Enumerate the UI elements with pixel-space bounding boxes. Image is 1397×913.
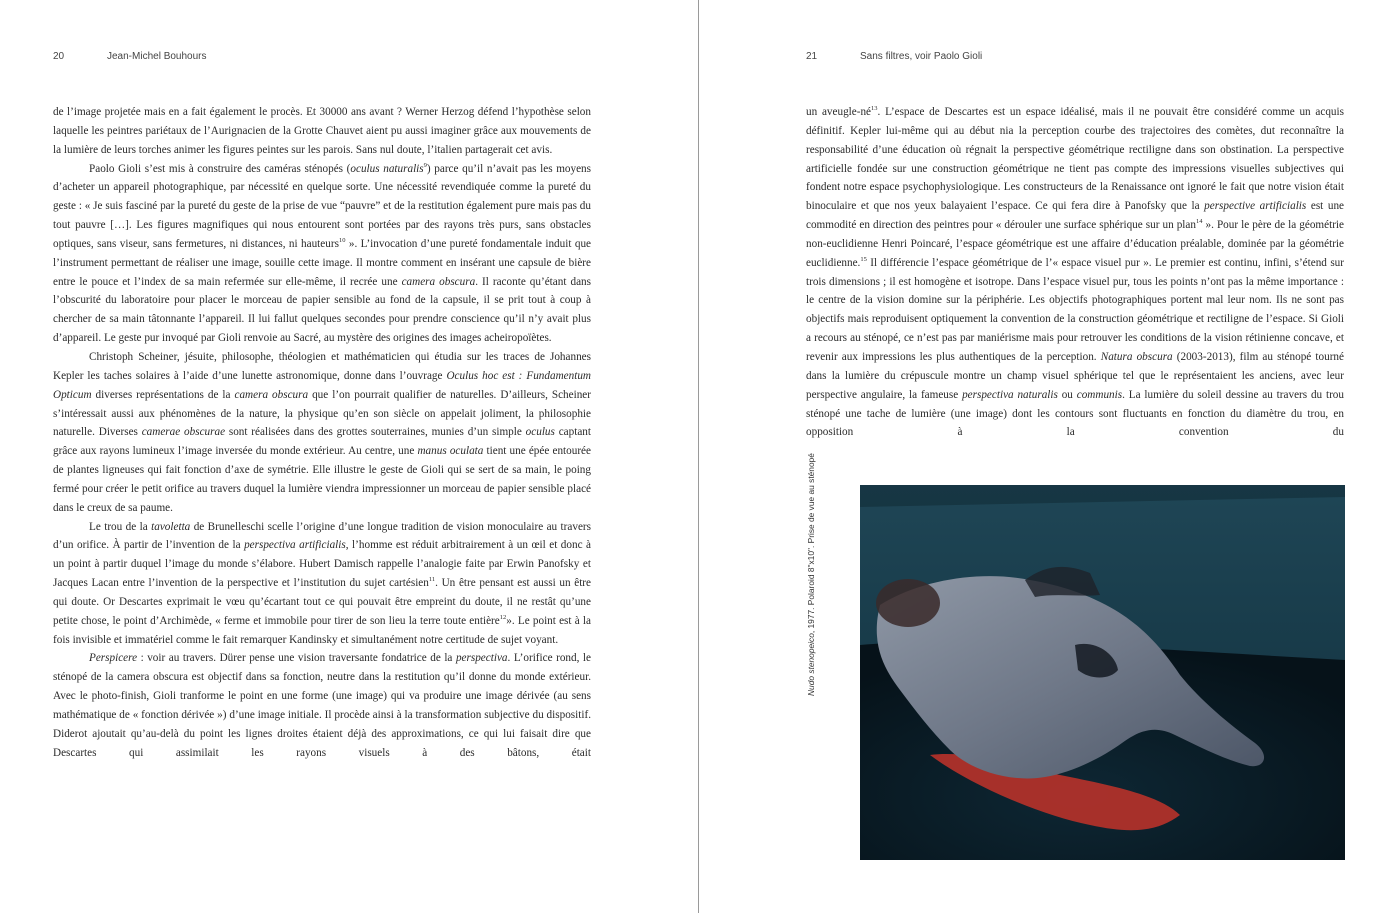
paragraph [53,649,591,762]
text-run: . Il raconte qu’étant dans l’obscurité du laboratoire pour placer le morceau de papier sensible au fond de la capsule, il se prit tout à coup à chercher de sa main tâtonnante l’appareil. Il lui fallut quelques secondes pour prendre conscience qu’il n’y avait plus d’appareil. Le geste pur invoqué par Gioli renvoie au Sacré, au mystère des origines des images acheiropoïètes. [53,275,591,345]
paragraph [53,160,591,348]
text-run: Paolo Gioli s’est mis à construire des caméras sténopés ( [89,162,351,175]
caption-details: , 1977. Polaroid 8"x10". Prise de vue au sténopé [806,453,816,634]
text-run: de Brunelleschi scelle l’origine d’une longue tradition de vision monoculaire au travers d’un orifice. À partir de l’invention de la [53,520,591,552]
text-run: : voir au travers. Dürer pense une vision traversante fondatrice de la [137,652,456,665]
text-run: Il différencie l’espace géométrique de l’« espace visuel pur ». Le premier est continu, infini, s’étend sur trois dimensions ; il est homogène et isotrope. Dans l’espace visuel pur, tous les points n’ont pas la même importance : le centre de la vision domine sur la périphérie. Les objectifs photographiques portent mal leur nom. Ils ne sont pas objectifs mais reproduisent optiquement la convention de la construction géométrique et rectiligne de l’espace. Si Gioli a recours au sténopé, ce n’est pas par maniérisme mais pour retrouver les conditions de la vision rétinienne concave, et revenir aux impressions les plus authentiques de la perception. [806,256,1344,363]
italic-text: perspectiva naturalis [962,388,1058,401]
text-run: Christoph Scheiner, jésuite, philosophe, théologien et mathématicien qui étudia sur les traces de Johannes Kepler les taches solaires à l’aide d’une lunette astronomique, donne dans l’ouvrage [53,350,591,382]
left-body-text [53,103,591,763]
text-run: ». Le point est à la fois invisible et immatériel comme le fait remarquer Kandinsky et simultanément notre certitude de sujet voyant. [53,614,591,646]
figure-photo [860,485,1345,860]
italic-text: perspectiva artificialis [244,539,346,552]
italic-text: Perspicere [89,652,138,665]
text-run: un aveugle-né [806,106,872,118]
text-run: diverses représentations de la [91,388,235,401]
text-run: . Un être pensant est aussi un être qui doute. Or Descartes exprimait le vœu qu’écartant tout ce qui pouvait être empreint du doute, il ne restât qu’une petite chose, le point d’Archimède, « ferme et immobile pour tirer de son lieu la terre toute entière [53,577,591,627]
left-page-number: 20 [53,51,65,62]
text-run: de l’image projetée mais en a fait également le procès. Et 30000 ans avant ? Werner Herzog défend l’hypothèse selon laquelle les peintres pariétaux de l’Aurignacien de la Grotte Chauvet aient pu aussi imaginer grâce aux mouvements de la lumière de leurs torches animer les figures peintes sur les parois. Sans nul doute, l’italien partagerait cet avis. [53,106,591,156]
footnote-ref: 12 [499,613,507,621]
text-run: est une commodité en direction des peintres pour « dérouler une surface sphérique sur un plan [806,200,1345,232]
footnote-ref: 11 [428,576,436,584]
footnote-ref: 14 [1195,218,1203,226]
right-page [700,0,1397,913]
left-running-head: Jean-Michel Bouhours [107,51,207,62]
caption-title: Nudo stenopeico [806,633,816,696]
right-running-head: Sans filtres, voir Paolo Gioli [860,51,983,62]
italic-text: perspective artificialis [1204,200,1307,213]
text-run: . L’espace de Descartes est un espace idéalisé, mais il ne pouvait être considéré comme un acquis définitif. Kepler lui-même qui au début nia la perception courbe des trajectoires des comètes, dut reconnaître la responsabilité d’une éducation où régnait la perspective géométrique rectiligne dans son obstination. La perspective artificielle fondée sur une construction géométrique ne tient pas compte des impressions visuelles subjectives qui fondent notre espace psychophysiologique. Les constructeurs de la Renaissance ont ignoré le fait que notre vision était binoculaire et que nos yeux balayaient l’espace. Ce qui fera dire à Panofsky que la [806,106,1344,213]
text-run: Le trou de la [89,520,152,533]
page-gutter [698,0,699,913]
italic-text: Natura obscura [1100,350,1173,363]
text-run: , l’homme est réduit arbitrairement à un œil et donc à un point à partir duquel l’image du monde s’élabore. Hubert Damisch rappelle l’analogie faite par Erwin Panofsky et Jacques Lacan entre l’invention de la perspective et l’institution du sujet cartésien [53,539,592,590]
text-run: ». L’invocation d’une pureté fondamentale induit que l’instrument permettant de réaliser une image, souille cette image. Il montre comment en insérant une capsule de bière entre le pouce et l’index de sa main refermée sur elle-même, il recrée une [53,237,591,288]
text-run: sont réalisées dans des grottes souterraines, munies d’un simple [225,426,526,439]
italic-text: tavoletta [151,520,191,533]
footnote-ref: 15 [860,255,867,263]
text-run: (2003-2013), film au sténopé tourné dans la lumière du crépuscule montre un champ visuel sphérique tel que le représentaient les anciens, avec leur perspective angulaire, la fameuse [806,350,1344,401]
left-page [0,0,698,913]
paragraph [53,348,591,518]
italic-text: camera obscura [401,275,476,288]
italic-text: camera obscura [234,388,309,401]
text-run: ou [1057,388,1077,401]
italic-text: communis [1076,388,1123,401]
italic-text: camerae obscurae [141,426,226,439]
right-body-text [806,103,1344,442]
figure-caption [806,453,818,696]
paragraph [806,103,1344,442]
text-run: tient une épée entourée de plantes ligneuses qui fait fonction d’axe de symétrie. Elle illustre le geste de Gioli qui se sert de sa main, le poing fermé pour créer le petit orifice au travers duquel la lumière viendra impressionner un morceau de papier sensible placé dans le creux de sa paume. [53,445,591,514]
footnote-ref: 13 [871,105,878,112]
paragraph [53,103,591,160]
italic-text: manus oculata [417,445,484,458]
right-page-number: 21 [806,51,818,62]
footnote-ref: 10 [338,236,346,244]
italic-text: perspectiva [455,652,508,665]
text-run: ». Pour le père de la géométrie non-euclidienne Henri Poincaré, l’espace géométrique est une affaire d’éducation préalable, dominée par la géométrie euclidienne. [806,219,1344,269]
text-run: captant grâce aux rayons lumineux l’image inversée du monde extérieur. Au centre, une [53,426,591,458]
italic-text: Oculus hoc est : Fundamentum Opticum [53,369,592,401]
footnote-ref: 9 [423,161,427,169]
text-run: . L’orifice rond, le sténopé de la camera obscura est objectif dans sa fonction, neutre dans la restitution qu’il donne du monde extérieur. Avec le photo-finish, Gioli tranforme le point en une forme (une image) qui va produire une image dérivée (au sens mathématique de « fonction dérivée ») d’une image initiale. Il procède ainsi à la transformation subjective du dispositif. Diderot ajoutait qu’au-delà du point les lignes droites étaient déjà des approximations, ce qui lui faisait dire que Descartes qui assimilait les rayons visuels à des bâtons, était [53,652,591,759]
text-run: . La lumière du soleil dessine au travers du trou sténopé une tache de lumière (une image) dont les contours sont fluctuants en fonction du diamètre du trou, en opposition à la convention du [806,388,1344,439]
nude-photograph-illustration [860,485,1345,860]
paragraph [53,518,591,650]
italic-text: oculus naturalis [350,162,424,175]
italic-text: oculus [525,426,555,439]
text-run: ) parce qu’il n’avait pas les moyens d’acheter un appareil photographique, par nécessité en quelque sorte. Une nécessité revendiquée comme la pureté du geste : « Je suis fasciné par la pureté du geste de la prise de vue “pauvre” et de la restitution également pure mais pas du tout pauvre […]. Les figures magnifiques qui nous entourent sont portées par des rayons très purs, sans obstacles optiques, sans viseur, sans fermetures, ni distances, ni hauteurs [53,162,591,250]
text-run: que l’on pourrait qualifier de naturelles. D’ailleurs, Scheiner s’intéressait aussi aux phénomènes de la nature, la physique qu’en son siècle on appelait joliment, la philosophie naturelle. Diverses [53,388,592,439]
